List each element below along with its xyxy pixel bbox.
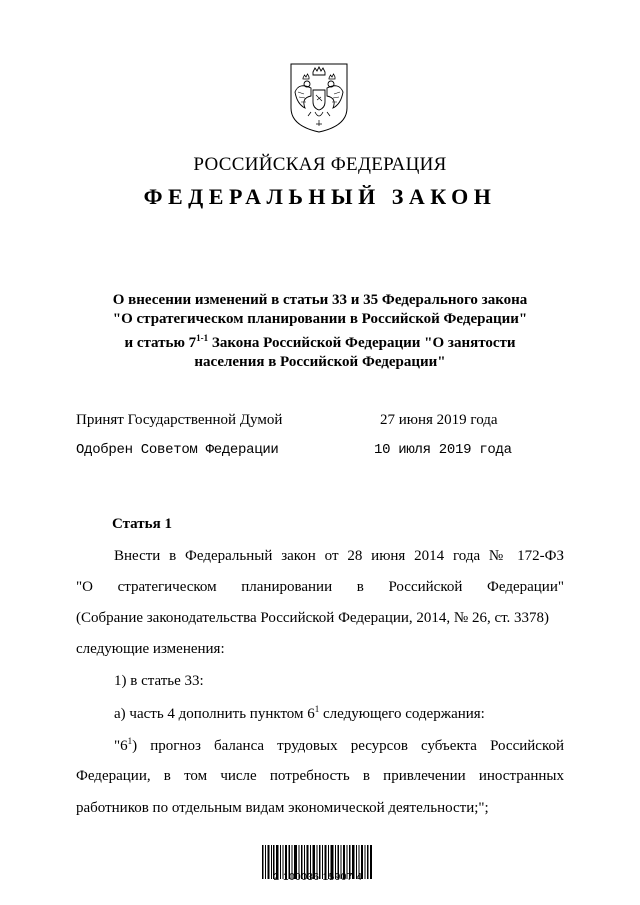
quote-line: Федерации, в том числе потребность в привлечении иностранных: [76, 768, 564, 784]
law-title-line: "О стратегическом планировании в Российской Федерации": [112, 311, 528, 327]
list-item: а) часть 4 дополнить пунктом $6^1$ следующего содержания:: [114, 704, 485, 722]
paragraph-line: следующие изменения:: [76, 641, 225, 657]
adopted-label: Принят Государственной Думой: [76, 412, 283, 428]
paragraph-line: Внести в Федеральный закон от 28 июня 2014 года № 172-ФЗ: [114, 548, 564, 564]
quote-line: работников по отдельным видам экономической деятельности;";: [76, 800, 489, 816]
law-title: [60, 291, 580, 372]
article-heading: Статья 1: [112, 516, 172, 532]
coat-of-arms-emblem: [289, 62, 349, 134]
approved-label: Одобрен Советом Федерации: [76, 442, 279, 458]
approved-date: 10 июля 2019 года: [374, 442, 512, 458]
country-name: РОССИЙСКАЯ ФЕДЕРАЦИЯ: [193, 154, 447, 175]
quote-line: "$6^1$) прогноз баланса трудовых ресурсов субъекта Российской: [114, 736, 564, 754]
barcode-number: 2 100036 15907 4: [273, 872, 363, 883]
law-title-line: населения в Российской Федерации": [194, 354, 446, 370]
law-title-line: и статью 7$^{1-1}$ Закона Российской Федерации "О занятости: [124, 333, 516, 351]
paragraph-line: (Собрание законодательства Российской Федерации, 2014, № 26, ст. 3378): [76, 610, 550, 626]
list-item: 1) в статье 33:: [114, 673, 204, 689]
adopted-date: 27 июня 2019 года: [380, 412, 498, 428]
law-title-line: О внесении изменений в статьи 33 и 35 Федерального закона: [112, 292, 528, 308]
law-type-heading: ФЕДЕРАЛЬНЫЙ ЗАКОН: [143, 184, 497, 209]
paragraph-line: "О стратегическом планировании в Российской Федерации": [76, 579, 564, 595]
